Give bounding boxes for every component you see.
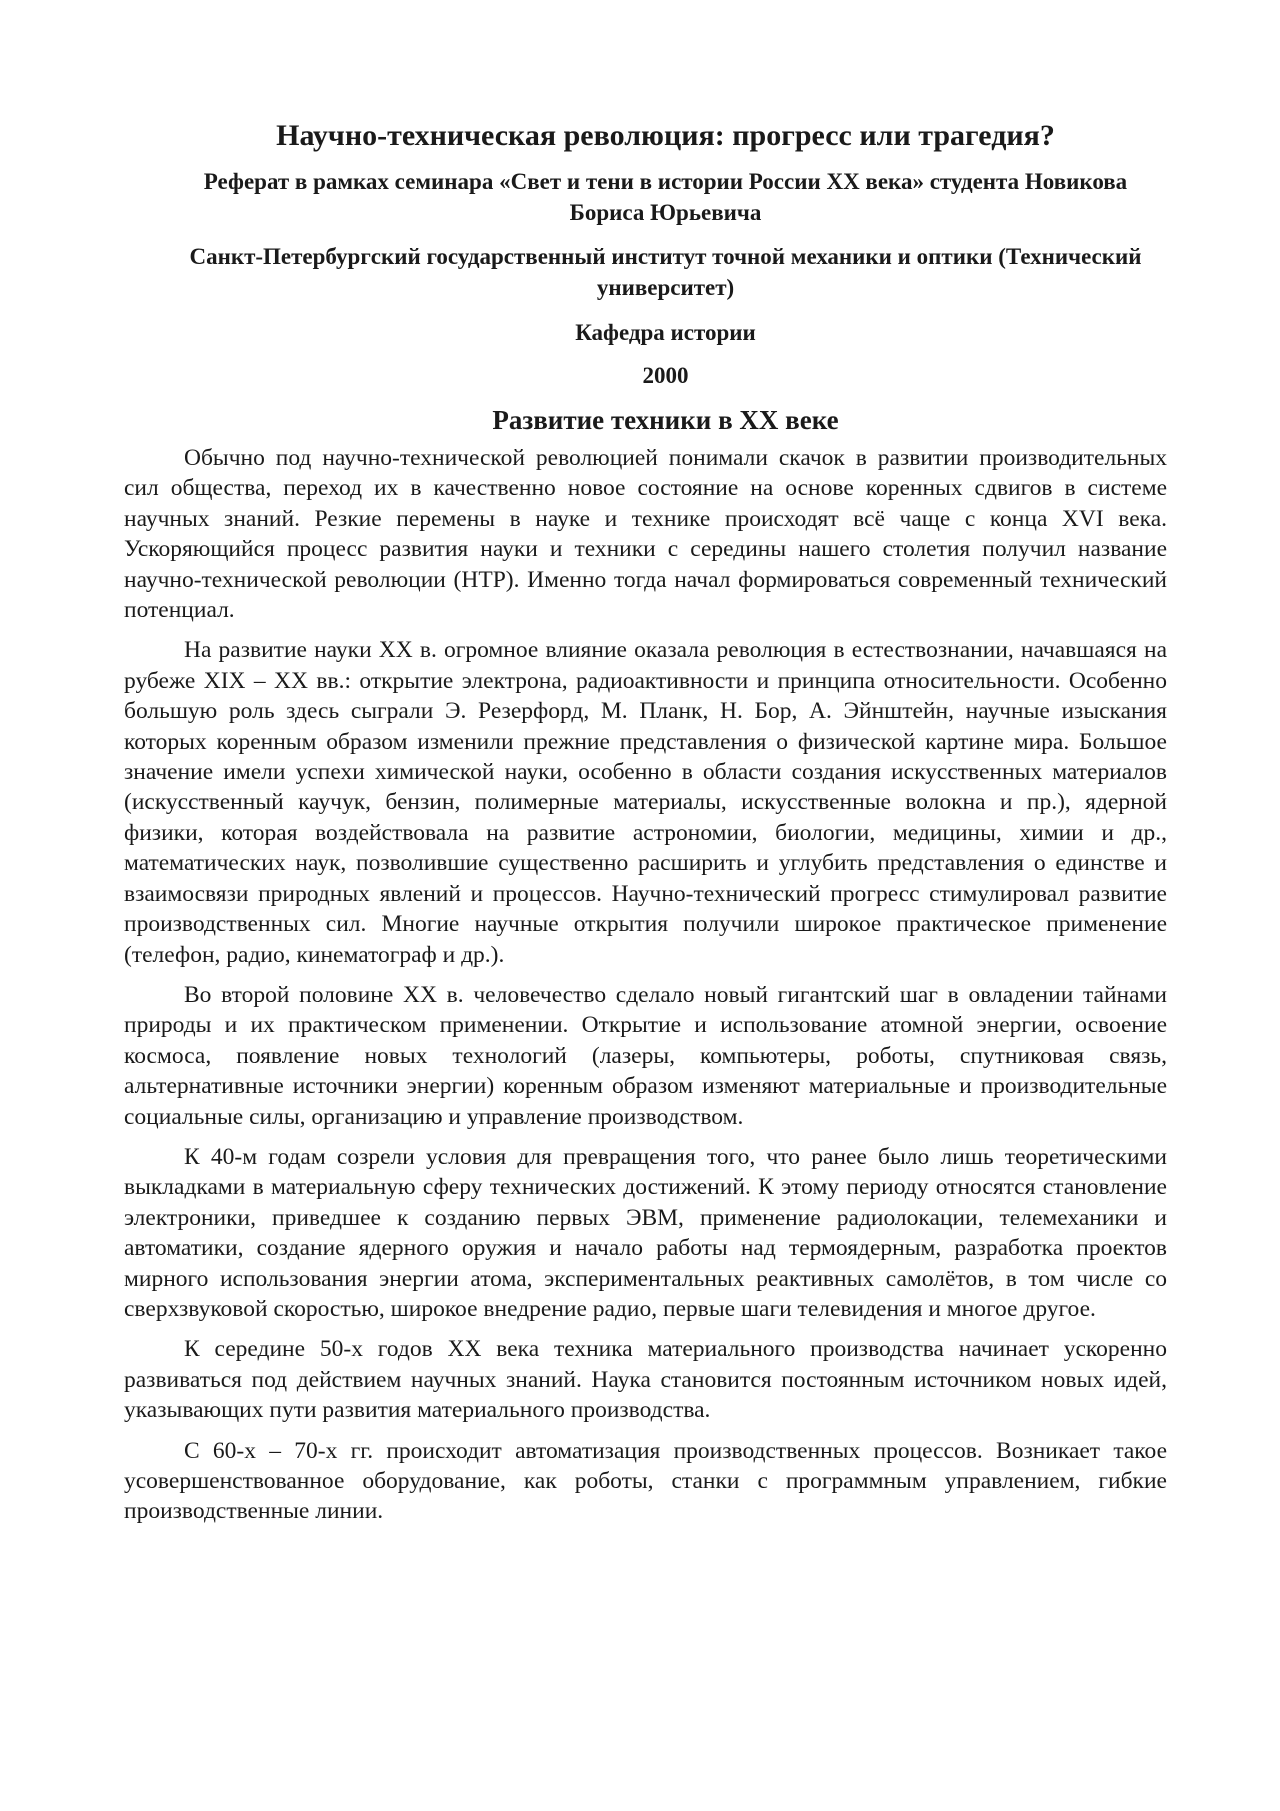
section-heading: Развитие техники в XX веке bbox=[492, 405, 839, 435]
paragraph-6: С 60-х – 70-х гг. происходит автоматизация производственных процессов. Возникает такое усовершенствованное оборудование, как роботы, станки с программным управлением, гибкие производственные линии. bbox=[124, 1437, 1167, 1525]
institution-name: Санкт-Петербургский государственный институт точной механики и оптики (Технический университет) bbox=[189, 244, 1142, 300]
paragraph-3: Во второй половине XX в. человечество сделало новый гигантский шаг в овладении тайнами природы и их практическом применении. Открытие и использование атомной энергии, освоение космоса, появление новых технологий (лазеры, компьютеры, роботы, спутниковая связь, альтернативные источники энергии) коренным образом изменяют материальные и производительные социальные силы, организацию и управление производством. bbox=[124, 981, 1167, 1130]
document-year: 2000 bbox=[642, 363, 689, 388]
paragraph-4: К 40-м годам созрели условия для превращения того, что ранее было лишь теоретическими выкладками в материальную сферу технических достижений. К этому периоду относятся становление электроники, приведшее к созданию первых ЭВМ, применение радиолокации, телемеханики и автоматики, создание ядерного оружия и начало работы над термоядерным, разработка проектов мирного использования энергии атома, экспериментальных реактивных самолётов, в том числе со сверхзвуковой скоростью, широкое внедрение радио, первые шаги телевидения и многое другое. bbox=[124, 1143, 1167, 1322]
document-page bbox=[124, 118, 1167, 1537]
document-subtitle: Реферат в рамках семинара «Свет и тени в истории России XX века» студента Новикова Бориса Юрьевича bbox=[203, 169, 1128, 225]
document-title: Научно-техническая революция: прогресс или трагедия? bbox=[276, 119, 1055, 152]
paragraph-5: К середине 50-х годов XX века техника материального производства начинает ускоренно развиваться под действием научных знаний. Наука становится постоянным источником новых идей, указывающих пути развития материального производства. bbox=[124, 1336, 1167, 1424]
paragraph-2: На развитие науки XX в. огромное влияние оказала революция в естествознании, начавшаяся на рубеже XIX – XX вв.: открытие электрона, радиоактивности и принципа относительности. Особенно большую роль здесь сыграли Э. Резерфорд, М. Планк, Н. Бор, А. Эйнштейн, научные изыскания которых коренным образом изменили прежние представления о физической картине мира. Большое значение имели успехи химической науки, особенно в области создания искусственных материалов (искусственный каучук, бензин, полимерные материалы, искусственные волокна и пр.), ядерной физики, которая воздействовала на развитие астрономии, биологии, медицины, химии и др., математических наук, позволившие существенно расширить и углубить представления о единстве и взаимосвязи природных явлений и процессов. Научно-технический прогресс стимулировал развитие производственных сил. Многие научные открытия получили широкое практическое применение (телефон, радио, кинематограф и др.). bbox=[124, 637, 1167, 968]
department-name: Кафедра истории bbox=[575, 320, 756, 345]
paragraph-1: Обычно под научно-технической революцией понимали скачок в развитии производительных сил общества, переход их в качественно новое состояние на основе коренных сдвигов в системе научных знаний. Резкие перемены в науке и технике происходят всё чаще с конца XVI века. Ускоряющийся процесс развития науки и техники с середины нашего столетия получил название научно-технической революции (НТР). Именно тогда начал формироваться современный технический потенциал. bbox=[124, 445, 1167, 624]
